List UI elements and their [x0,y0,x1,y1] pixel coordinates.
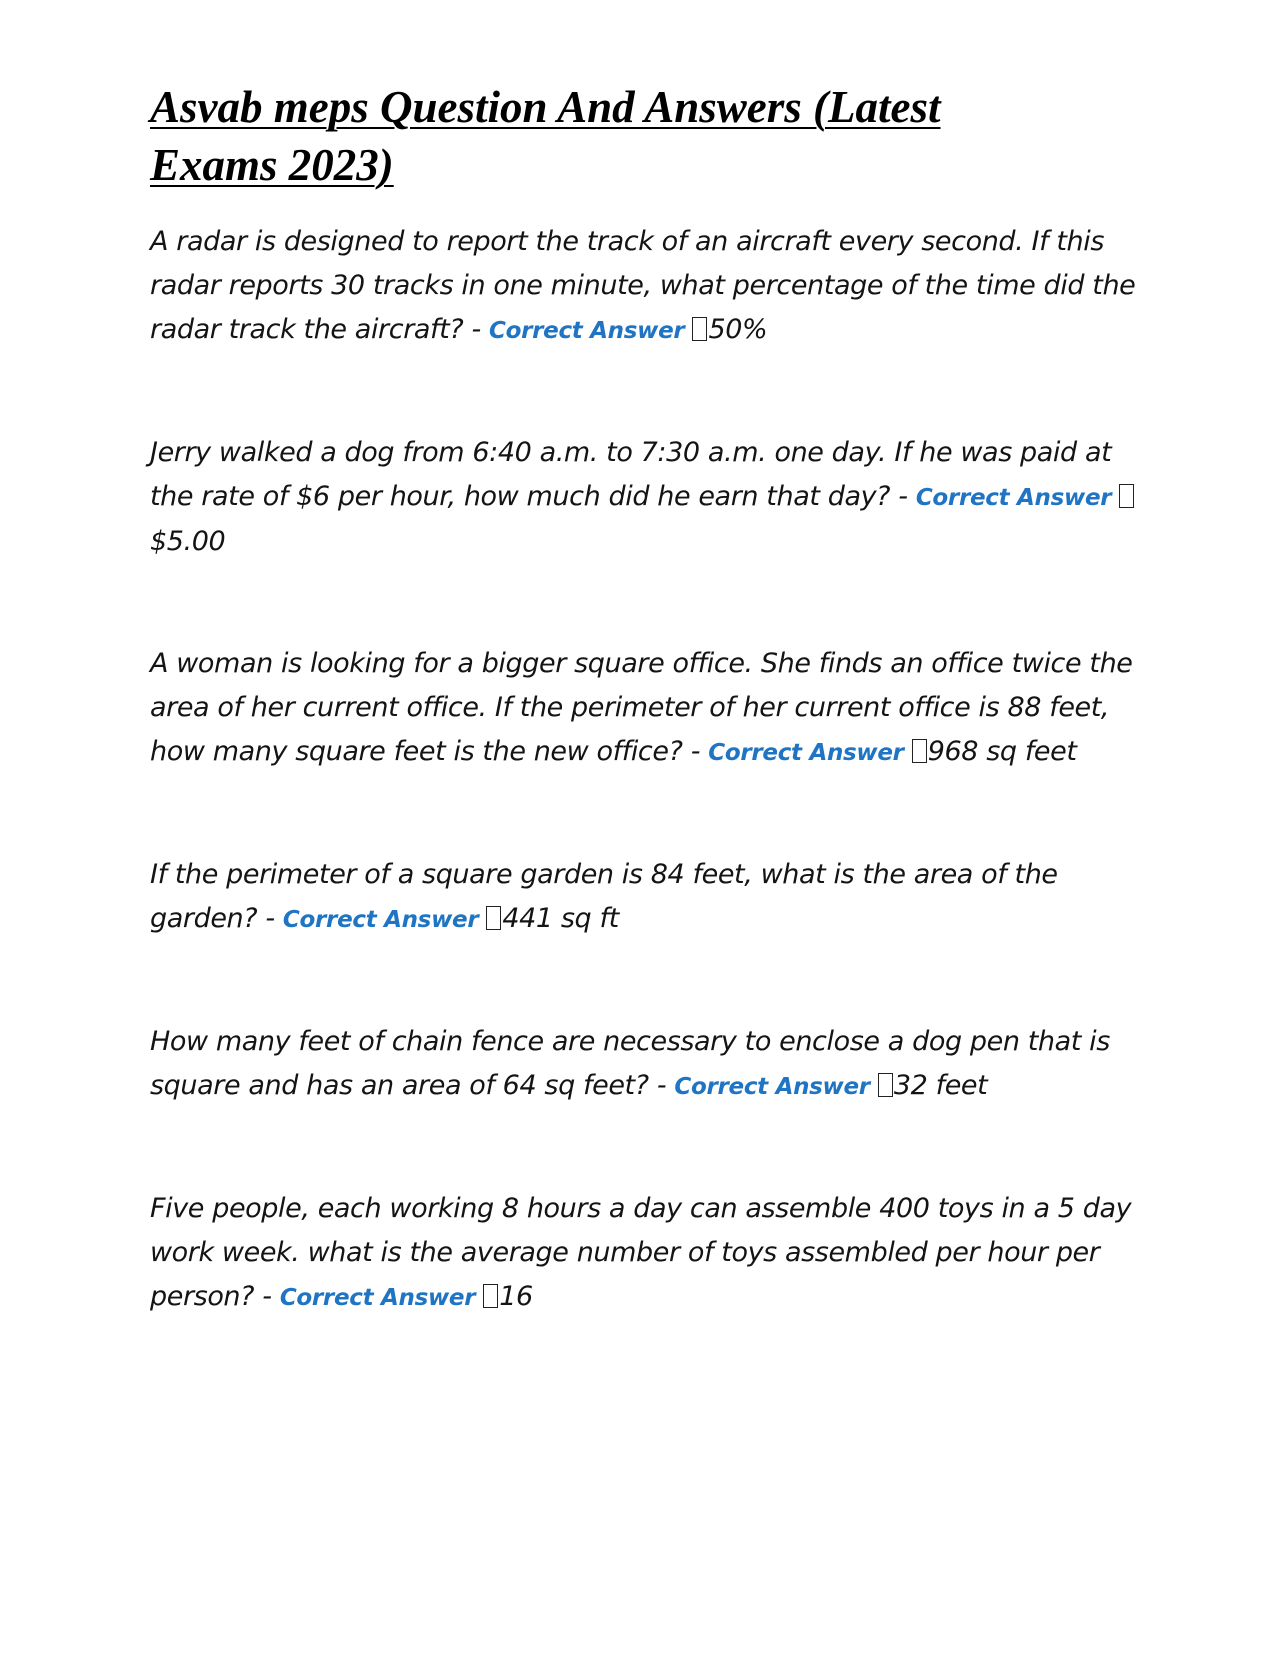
document-page [150,78,1140,1320]
question-text: A woman is looking for a bigger square office. She finds an office twice the area of her current office. If the perimeter of her current office is 88 feet, how many square feet is the new office? [150,648,1133,767]
qa-item [150,642,1140,775]
qa-item [150,1020,1140,1109]
separator: - [682,736,709,767]
question-text: How many feet of chain fence are necessary to enclose a dog pen that is square and has an area of 64 sq feet? [150,1026,1110,1101]
missing-glyph-icon [878,1073,893,1097]
missing-glyph-icon [912,739,927,763]
qa-item [150,1187,1140,1320]
correct-answer-label: Correct Answer [282,907,479,933]
missing-glyph-icon [692,317,707,341]
question-text: If the perimeter of a square garden is 84 feet, what is the area of the garden? [150,859,1058,934]
answer-text: $5.00 [150,526,226,557]
separator: - [890,481,916,512]
separator: - [254,1281,280,1312]
correct-answer-label: Correct Answer [488,318,685,344]
answer-text: 16 [499,1281,533,1312]
qa-item [150,853,1140,942]
separator: - [648,1070,675,1101]
answer-text: 968 sq feet [927,736,1077,767]
question-text: Five people, each working 8 hours a day can assemble 400 toys in a 5 day work week. what is the average number of toys assembled per hour per person? [150,1193,1132,1312]
answer-text: 50% [708,314,768,345]
qa-item [150,431,1140,564]
answer-text: 32 feet [893,1070,988,1101]
separator: - [257,903,283,934]
separator: - [463,314,489,345]
correct-answer-label: Correct Answer [708,740,904,766]
question-text: A radar is designed to report the track of an aircraft every second. If this radar reports 30 tracks in one minute, what percentage of the time did the radar track the aircraft? [150,226,1136,345]
missing-glyph-icon [1119,484,1134,508]
document-title: Asvab meps Question And Answers (Latest Exams 2023) [150,82,941,190]
missing-glyph-icon [486,906,501,930]
correct-answer-label: Correct Answer [279,1285,476,1311]
correct-answer-label: Correct Answer [674,1074,870,1100]
missing-glyph-icon [483,1284,498,1308]
qa-item [150,220,1140,353]
answer-text: 441 sq ft [502,903,619,934]
question-text: Jerry walked a dog from 6:40 a.m. to 7:30 a.m. one day. If he was paid at the rate of $6 per hour, how much did he earn that day? [150,437,1112,512]
correct-answer-label: Correct Answer [915,485,1112,511]
